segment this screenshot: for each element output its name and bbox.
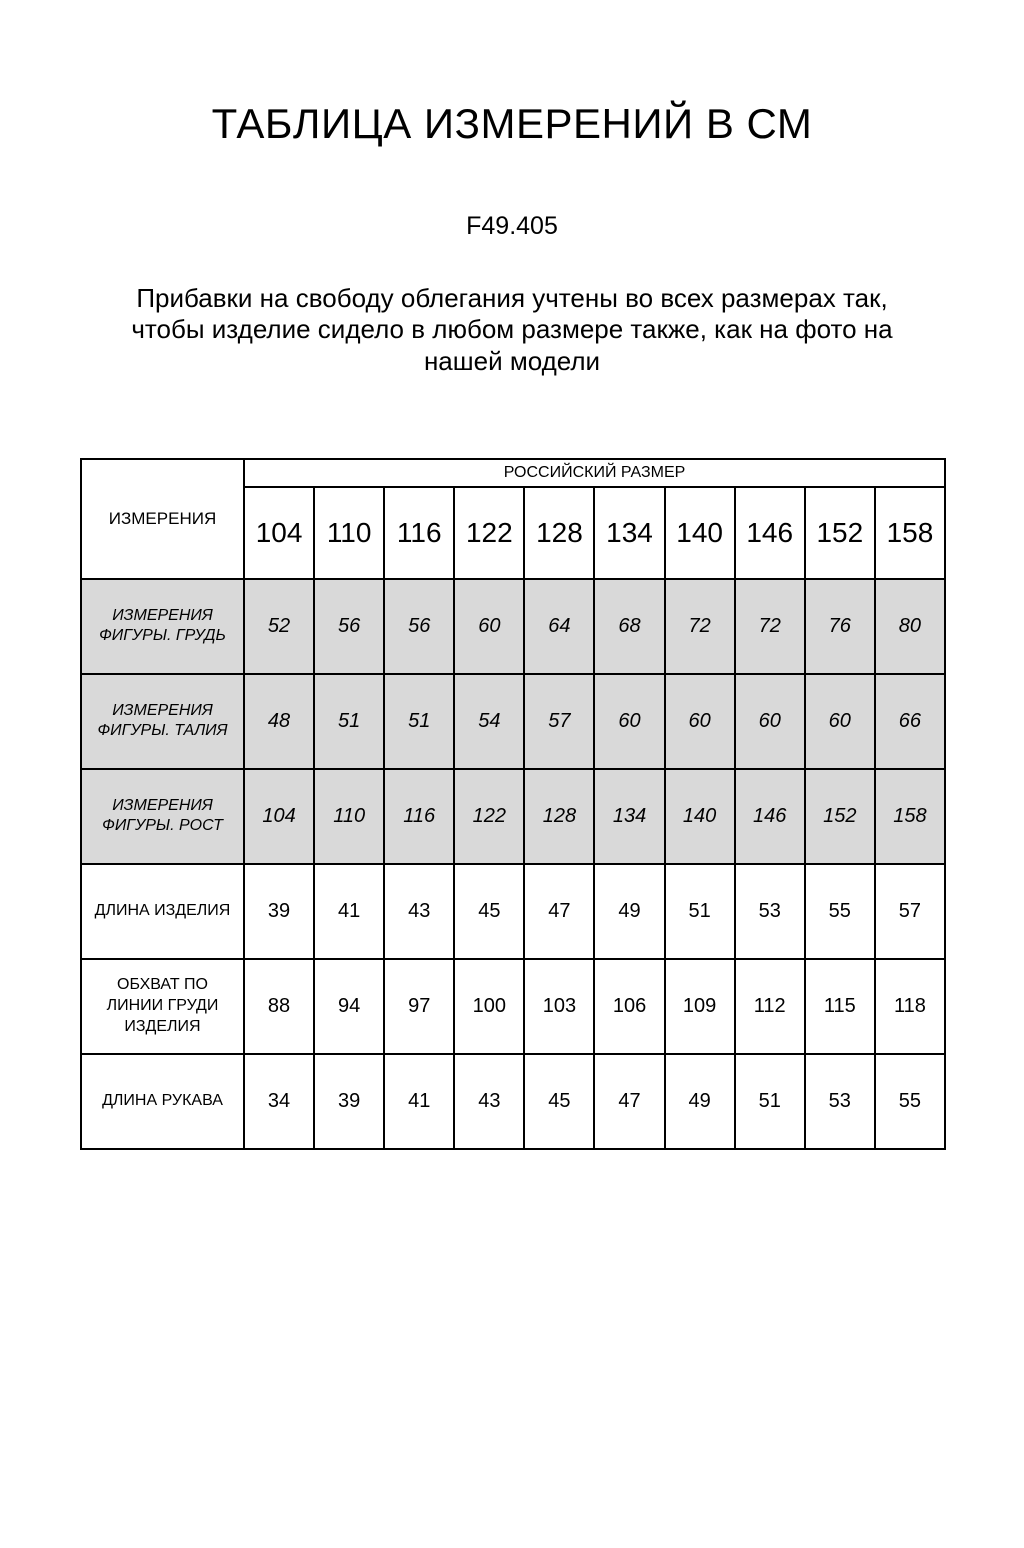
value-cell: 76	[805, 579, 875, 674]
value-cell: 55	[805, 864, 875, 959]
row-label: ИЗМЕРЕНИЯ ФИГУРЫ. ГРУДЬ	[81, 579, 244, 674]
size-col-128: 128	[524, 487, 594, 579]
value-cell: 134	[594, 769, 664, 864]
value-cell: 51	[735, 1054, 805, 1149]
value-cell: 43	[454, 1054, 524, 1149]
size-col-110: 110	[314, 487, 384, 579]
value-cell: 39	[244, 864, 314, 959]
fit-note-line: нашей модели	[423, 345, 601, 376]
value-cell: 94	[314, 959, 384, 1054]
value-cell: 104	[244, 769, 314, 864]
size-col-104: 104	[244, 487, 314, 579]
value-cell: 103	[524, 959, 594, 1054]
value-cell: 54	[454, 674, 524, 769]
value-cell: 106	[594, 959, 664, 1054]
value-cell: 51	[314, 674, 384, 769]
measurements-corner-label: ИЗМЕРЕНИЯ	[81, 459, 244, 579]
page-title: ТАБЛИЦА ИЗМЕРЕНИЙ В СМ	[211, 100, 813, 147]
table-header	[81, 459, 945, 579]
value-cell: 60	[594, 674, 664, 769]
value-cell: 51	[665, 864, 735, 959]
value-cell: 45	[524, 1054, 594, 1149]
value-cell: 97	[384, 959, 454, 1054]
table-row	[81, 674, 945, 769]
value-cell: 57	[875, 864, 945, 959]
value-cell: 112	[735, 959, 805, 1054]
value-cell: 118	[875, 959, 945, 1054]
value-cell: 72	[735, 579, 805, 674]
fit-note	[0, 283, 1024, 377]
value-cell: 57	[524, 674, 594, 769]
value-cell: 115	[805, 959, 875, 1054]
value-cell: 60	[454, 579, 524, 674]
size-col-116: 116	[384, 487, 454, 579]
row-label: ДЛИНА ИЗДЕЛИЯ	[81, 864, 244, 959]
size-group-row	[81, 459, 945, 487]
value-cell: 56	[314, 579, 384, 674]
value-cell: 51	[384, 674, 454, 769]
value-cell: 53	[805, 1054, 875, 1149]
table-row	[81, 864, 945, 959]
russian-size-group-label: РОССИЙСКИЙ РАЗМЕР	[244, 459, 945, 487]
value-cell: 80	[875, 579, 945, 674]
value-cell: 60	[735, 674, 805, 769]
value-cell: 56	[384, 579, 454, 674]
size-col-140: 140	[665, 487, 735, 579]
value-cell: 109	[665, 959, 735, 1054]
value-cell: 55	[875, 1054, 945, 1149]
value-cell: 64	[524, 579, 594, 674]
value-cell: 158	[875, 769, 945, 864]
fit-note-line: Прибавки на свободу облегания учтены во всех размерах так,	[136, 283, 888, 314]
size-col-134: 134	[594, 487, 664, 579]
value-cell: 66	[875, 674, 945, 769]
value-cell: 60	[805, 674, 875, 769]
value-cell: 60	[665, 674, 735, 769]
value-cell: 72	[665, 579, 735, 674]
value-cell: 146	[735, 769, 805, 864]
table-row	[81, 579, 945, 674]
value-cell: 39	[314, 1054, 384, 1149]
fit-note-line: чтобы изделие сидело в любом размере также, как на фото на	[131, 314, 893, 345]
size-chart-document	[0, 100, 1024, 1150]
value-cell: 68	[594, 579, 664, 674]
value-cell: 100	[454, 959, 524, 1054]
size-col-122: 122	[454, 487, 524, 579]
value-cell: 110	[314, 769, 384, 864]
value-cell: 43	[384, 864, 454, 959]
size-col-146: 146	[735, 487, 805, 579]
measurements-table	[80, 458, 946, 1150]
value-cell: 53	[735, 864, 805, 959]
value-cell: 152	[805, 769, 875, 864]
row-label: ОБХВАТ ПО ЛИНИИ ГРУДИ ИЗДЕЛИЯ	[81, 959, 244, 1054]
value-cell: 41	[314, 864, 384, 959]
value-cell: 41	[384, 1054, 454, 1149]
table-row	[81, 1054, 945, 1149]
table-body	[81, 579, 945, 1149]
row-label: ИЗМЕРЕНИЯ ФИГУРЫ. ТАЛИЯ	[81, 674, 244, 769]
table-row	[81, 959, 945, 1054]
value-cell: 34	[244, 1054, 314, 1149]
value-cell: 128	[524, 769, 594, 864]
value-cell: 116	[384, 769, 454, 864]
value-cell: 122	[454, 769, 524, 864]
size-col-152: 152	[805, 487, 875, 579]
value-cell: 49	[665, 1054, 735, 1149]
value-cell: 52	[244, 579, 314, 674]
size-col-158: 158	[875, 487, 945, 579]
value-cell: 140	[665, 769, 735, 864]
product-code: F49.405	[466, 212, 558, 241]
value-cell: 49	[594, 864, 664, 959]
value-cell: 47	[594, 1054, 664, 1149]
value-cell: 45	[454, 864, 524, 959]
table-row	[81, 769, 945, 864]
value-cell: 88	[244, 959, 314, 1054]
row-label: ДЛИНА РУКАВА	[81, 1054, 244, 1149]
row-label: ИЗМЕРЕНИЯ ФИГУРЫ. РОСТ	[81, 769, 244, 864]
value-cell: 48	[244, 674, 314, 769]
value-cell: 47	[524, 864, 594, 959]
